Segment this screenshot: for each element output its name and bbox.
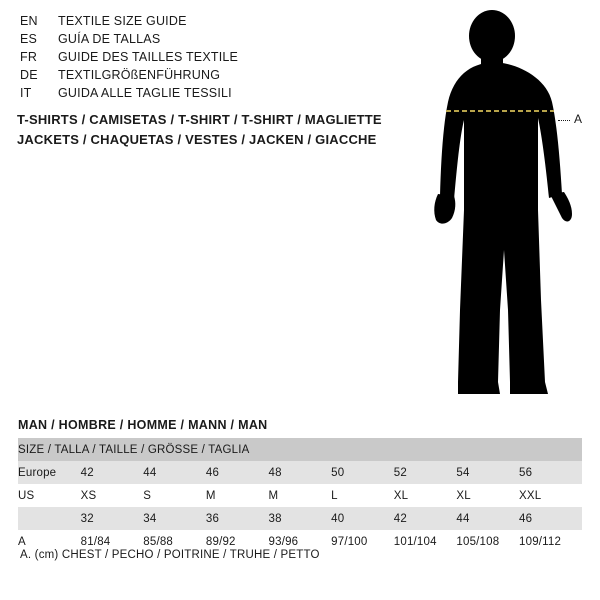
table-cell: XS — [81, 484, 144, 507]
language-row — [20, 86, 400, 104]
table-gender-title: MAN / HOMBRE / HOMME / MANN / MAN — [18, 418, 268, 432]
table-cell: 52 — [394, 461, 457, 484]
table-cell: 44 — [456, 507, 519, 530]
row-label: A — [18, 530, 81, 553]
measure-connector — [558, 120, 570, 121]
table-row — [18, 507, 582, 530]
table-cell: 101/104 — [394, 530, 457, 553]
table-cell: XL — [456, 484, 519, 507]
table-cell: 105/108 — [456, 530, 519, 553]
table-cell: M — [269, 484, 332, 507]
table-cell: 46 — [206, 461, 269, 484]
table-cell: 109/112 — [519, 530, 582, 553]
language-list — [20, 14, 400, 104]
table-header-row — [18, 438, 582, 461]
language-row — [20, 32, 400, 50]
language-code: DE — [20, 68, 38, 82]
table-cell: 38 — [269, 507, 332, 530]
language-title: GUÍA DE TALLAS — [58, 32, 161, 46]
size-table-block — [18, 418, 582, 553]
language-code: FR — [20, 50, 38, 64]
table-cell: 56 — [519, 461, 582, 484]
table-cell: 42 — [394, 507, 457, 530]
table-cell: 93/96 — [269, 530, 332, 553]
table-cell: 42 — [81, 461, 144, 484]
table-cell: 85/88 — [143, 530, 206, 553]
language-code: ES — [20, 32, 38, 46]
table-cell: 89/92 — [206, 530, 269, 553]
row-label — [18, 507, 81, 530]
measure-label-a: A — [574, 112, 583, 126]
language-code: EN — [20, 14, 38, 28]
language-title: TEXTILGRÖßENFÜHRUNG — [58, 68, 221, 82]
man-silhouette-figure — [408, 10, 593, 400]
category-jackets: JACKETS / CHAQUETAS / VESTES / JACKEN / GIACCHE — [17, 132, 377, 147]
table-row — [18, 461, 582, 484]
table-cell: 32 — [81, 507, 144, 530]
language-row — [20, 14, 400, 32]
table-row — [18, 484, 582, 507]
table-cell: M — [206, 484, 269, 507]
language-row — [20, 68, 400, 86]
table-cell: L — [331, 484, 394, 507]
row-label: Europe — [18, 461, 81, 484]
table-cell: 40 — [331, 507, 394, 530]
language-row — [20, 50, 400, 68]
table-cell: 44 — [143, 461, 206, 484]
table-cell: 36 — [206, 507, 269, 530]
table-cell: 50 — [331, 461, 394, 484]
table-cell: XL — [394, 484, 457, 507]
language-title: GUIDA ALLE TAGLIE TESSILI — [58, 86, 232, 100]
table-cell: XXL — [519, 484, 582, 507]
table-cell: 48 — [269, 461, 332, 484]
language-title: TEXTILE SIZE GUIDE — [58, 14, 187, 28]
table-cell: 54 — [456, 461, 519, 484]
silhouette-icon — [408, 10, 593, 400]
footnote-chest-measure: A. (cm) CHEST / PECHO / POITRINE / TRUHE / PETTO — [20, 549, 320, 561]
category-tshirts: T-SHIRTS / CAMISETAS / T-SHIRT / T-SHIRT / MAGLIETTE — [17, 112, 382, 127]
category-list — [17, 110, 417, 150]
table-header-label: SIZE / TALLA / TAILLE / GRÖSSE / TAGLIA — [18, 438, 582, 461]
table-cell: 34 — [143, 507, 206, 530]
language-code: IT — [20, 86, 32, 100]
table-cell: 46 — [519, 507, 582, 530]
row-label: US — [18, 484, 81, 507]
table-cell: S — [143, 484, 206, 507]
table-cell: 81/84 — [81, 530, 144, 553]
language-title: GUIDE DES TAILLES TEXTILE — [58, 50, 239, 64]
table-cell: 97/100 — [331, 530, 394, 553]
size-table — [18, 438, 582, 553]
